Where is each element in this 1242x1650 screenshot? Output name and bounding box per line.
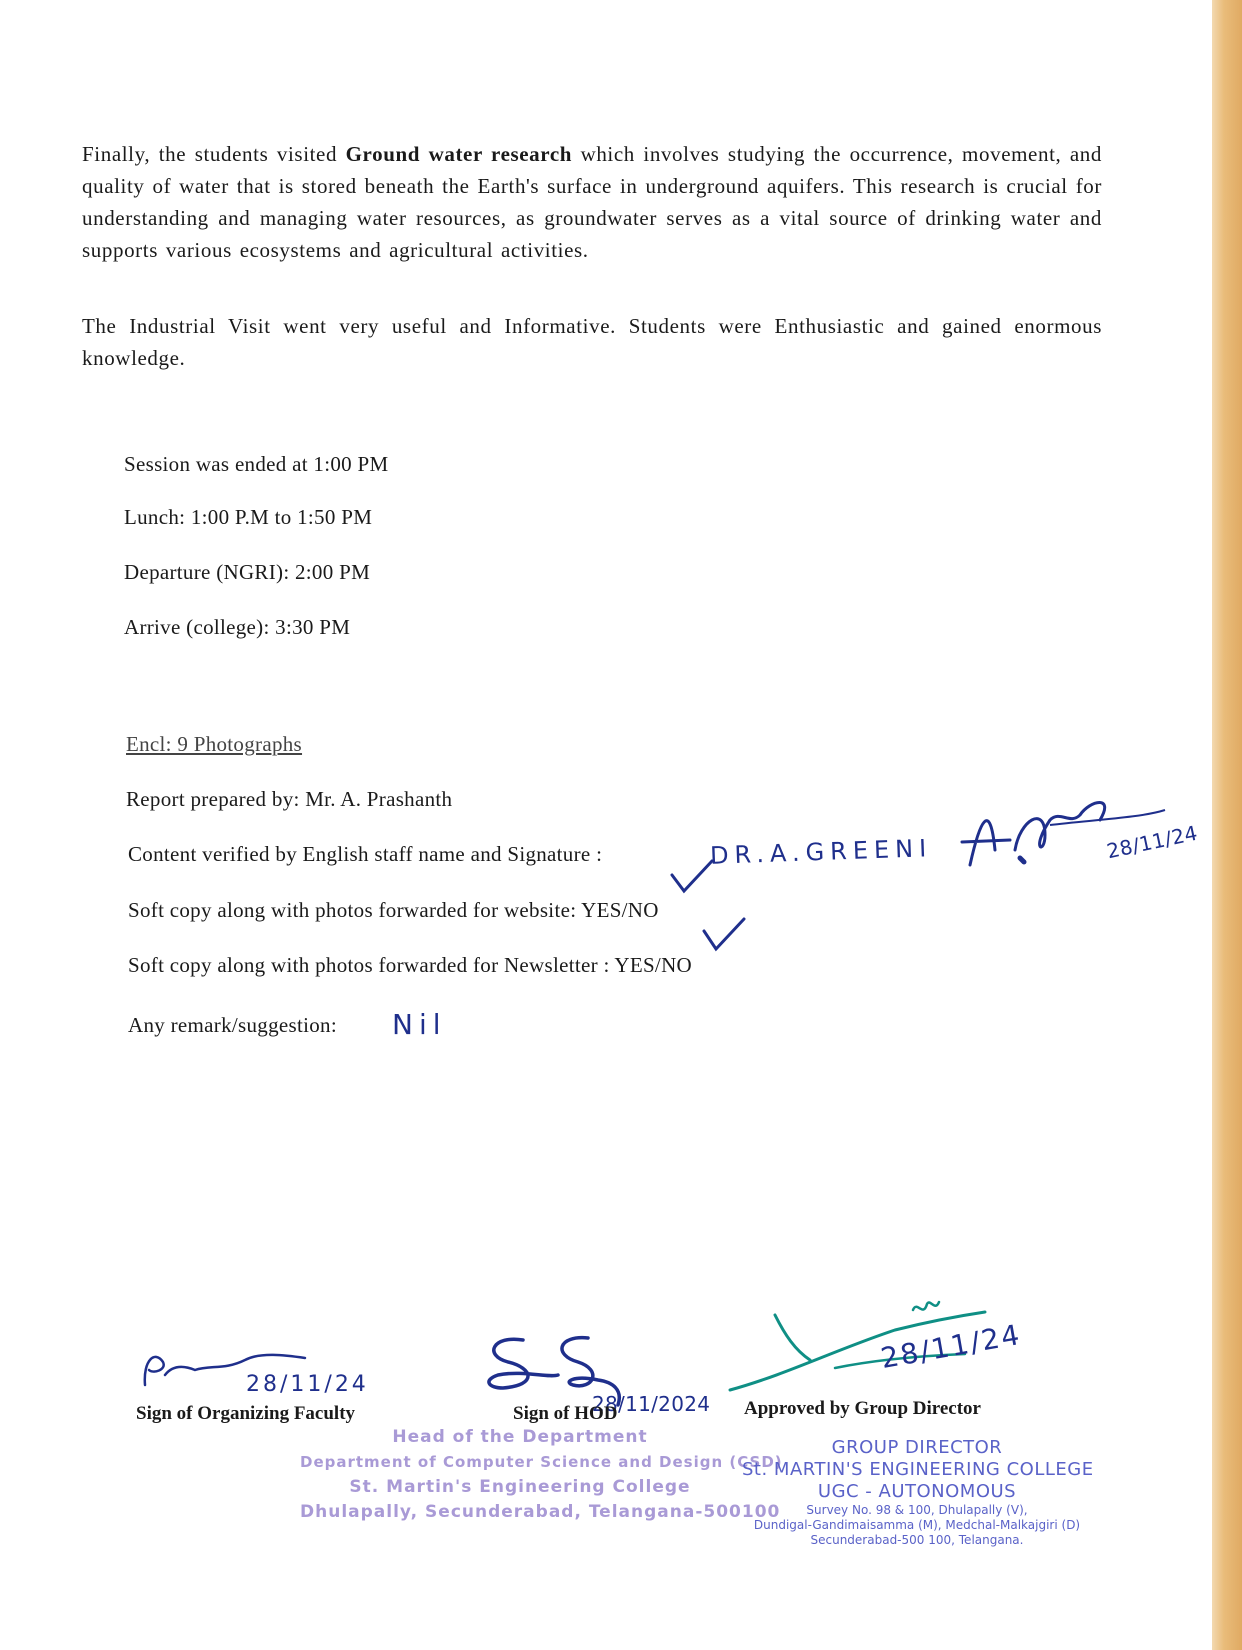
director-stamp-line: St. MARTIN'S ENGINEERING COLLEGE (742, 1459, 1094, 1480)
page-edge (1212, 0, 1242, 1650)
director-stamp-line: Secunderabad-500 100, Telangana. (810, 1533, 1024, 1547)
content-verified-label: Content verified by English staff name and Signature : (128, 842, 603, 866)
director-date-handwritten: 28/11/24 (878, 1317, 1024, 1376)
hod-stamp-line: Head of the Department (392, 1427, 648, 1447)
hod-stamp-line: Dhulapally, Secunderabad, Telangana-500100 (300, 1502, 781, 1522)
verifier-name-handwritten: DR.A.GREENI (709, 834, 933, 870)
website-tick (668, 857, 718, 897)
director-stamp-line: GROUP DIRECTOR (831, 1437, 1003, 1458)
director-stamp-line: Survey No. 98 & 100, Dhulapally (V), (806, 1503, 1028, 1517)
paragraph-text: Finally, the students visited (82, 142, 346, 166)
paragraph-bold-term: Ground water research (345, 142, 573, 166)
schedule-lunch: Lunch: 1:00 P.M to 1:50 PM (124, 505, 373, 529)
hod-stamp-line: Department of Computer Science and Design (CSD) (300, 1453, 783, 1471)
hod-sign-label: Sign of HOD (513, 1403, 618, 1424)
paragraph-text: which involves studying the occurrence, movement, and quality of water that is stored beneath the Earth's surface in underground aquifers. This research is crucial for understanding and managing water resources, as groundwater serves as a vital source of drinking water and supports various ecosystems and agricultural activities. (82, 142, 1103, 262)
website-forward-line: Soft copy along with photos forwarded for website: YES/NO (128, 898, 659, 922)
schedule-session-end: Session was ended at 1:00 PM (124, 452, 389, 476)
paragraph-summary: The Industrial Visit went very useful and Informative. Students were Enthusiastic and gained enormous knowledge. (82, 314, 1102, 370)
director-sign-label: Approved by Group Director (744, 1398, 981, 1419)
faculty-date-handwritten: 28/11/24 (246, 1372, 369, 1397)
director-stamp-line: UGC - AUTONOMOUS (817, 1481, 1017, 1502)
hod-stamp-line: St. Martin's Engineering College (349, 1477, 691, 1497)
remark-handwritten: Nil (392, 1008, 447, 1041)
hod-date-handwritten: 28/11/2024 (592, 1392, 711, 1416)
remark-label: Any remark/suggestion: (128, 1013, 337, 1037)
faculty-sign-label: Sign of Organizing Faculty (136, 1403, 356, 1424)
paragraph-groundwater (82, 138, 1102, 266)
schedule-arrival: Arrive (college): 3:30 PM (124, 615, 351, 639)
director-stamp-line: Dundigal-Gandimaisamma (M), Medchal-Malkajgiri (D) (753, 1518, 1081, 1532)
hod-stamp (300, 1425, 783, 1525)
director-stamp (742, 1437, 1092, 1548)
newsletter-forward-line: Soft copy along with photos forwarded for Newsletter : YES/NO (128, 953, 693, 977)
report-prepared-by: Report prepared by: Mr. A. Prashanth (126, 787, 453, 811)
newsletter-tick (700, 915, 750, 955)
schedule-departure: Departure (NGRI): 2:00 PM (124, 560, 371, 584)
verifier-date-handwritten: 28/11/24 (1104, 820, 1200, 864)
enclosure-note: Encl: 9 Photographs (126, 732, 303, 756)
